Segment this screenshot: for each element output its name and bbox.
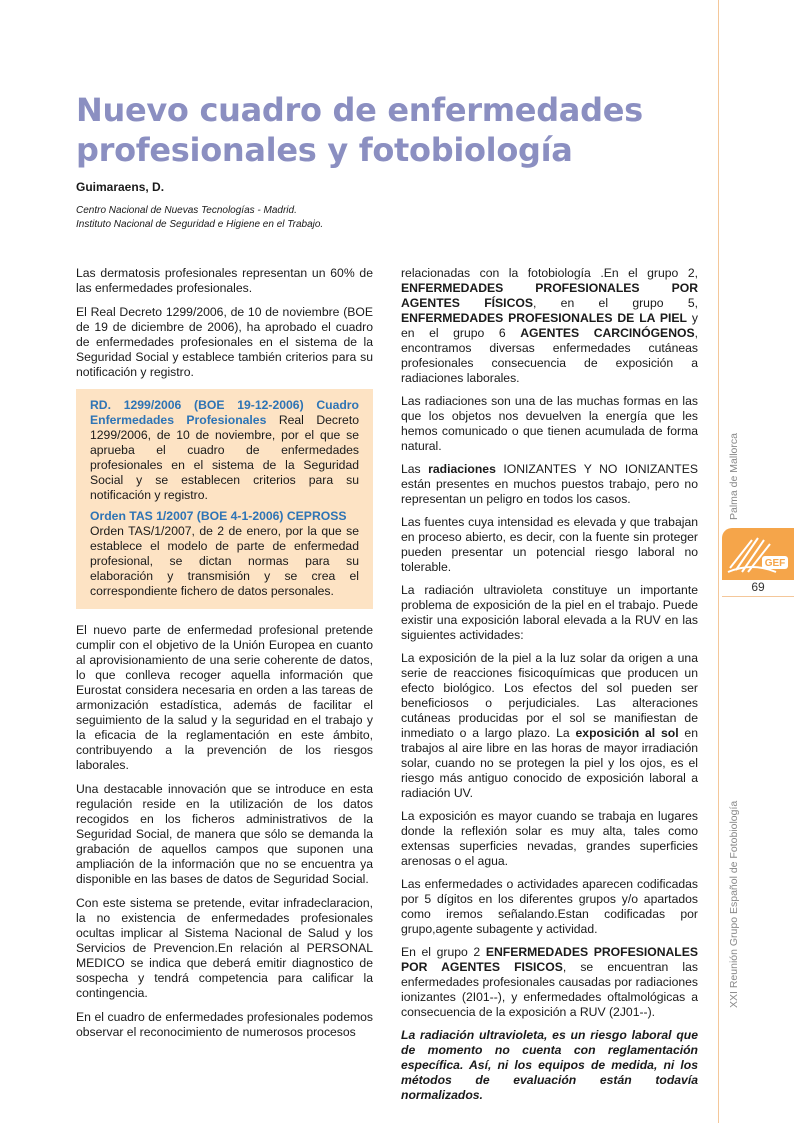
- paragraph: Las radiaciones son una de las muchas formas en las que los objetos nos devuelven la energía que les hemos comunicado o que tienen acumulada de forma natural.: [401, 394, 698, 453]
- paragraph: La exposición es mayor cuando se trabaja en lugares donde la reflexión solar es muy alta, tales como extensas superficies nevadas, grandes superficies arenosas o el agua.: [401, 809, 698, 868]
- paragraph: Una destacable innovación que se introduce en esta regulación reside en la utilización de los datos recogidos en los ficheros administrativos de la Seguridad Social, de manera que sólo se demanda la grabación de aquellos campos que suponen una ampliación de la información que no se encuentra ya disponible en las bases de datos de Seguridad Social.: [76, 782, 373, 886]
- logo-text: GEF: [764, 558, 786, 569]
- affiliation: Centro Nacional de Nuevas Tecnologías - Madrid.: [76, 205, 297, 216]
- author: Guimaraens, D.: [76, 180, 165, 194]
- callout-text: Real Decreto 1299/2006, de 10 de noviembre, por el que se aprueba el cuadro de enfermedades profesionales en el sistema de la Seguridad Social y se establecen criterios para su notificación y registro.: [90, 413, 359, 502]
- legislation-callout: [76, 389, 373, 609]
- callout-entry: [90, 398, 359, 503]
- bold-run: radiaciones: [428, 462, 496, 476]
- bold-run: AGENTES CARCINÓGENOS: [520, 326, 695, 340]
- text-run: y en el grupo 6: [401, 311, 699, 340]
- page-title: Nuevo cuadro de enfermedades profesionales y fotobiología: [76, 91, 643, 169]
- right-column: [401, 266, 698, 1111]
- text-run: relacionadas con la fotobiología .En el grupo 2,: [401, 266, 698, 280]
- bold-run: exposición al sol: [575, 726, 679, 740]
- paragraph: El nuevo parte de enfermedad profesional pretende cumplir con el objetivo de la Unión Europea en cuanto al aprovisionamiento de una serie coherente de datos, lo que conlleva recoger aquella información que Eurostat considera necesaria en orden a las tareas de armonización estadística, además de facilitar el seguimiento de la salud y la seguridad en el trabajo y la eficacia de la reglamentación en este ámbito, contribuyendo a la prevención de los riesgos laborales.: [76, 623, 373, 772]
- callout-heading: RD. 1299/2006 (BOE 19-12-2006) Cuadro Enfermedades Profesionales: [90, 398, 359, 427]
- paragraph: Con este sistema se pretende, evitar infradeclaracion, la no existencia de enfermedades profesionales ocultas implicar al Sistema Nacional de Salud y los Servicios de Prevencion.En relación al PERSONAL MEDICO se indica que deberá emitir diagnostico de sospecha y tendrá competencia para calificar la contingencia.: [76, 896, 373, 1000]
- callout-text: Orden TAS/1/2007, de 2 de enero, por la que se establece el modelo de parte de enfermedad profesional, se dictan normas para su elaboración y transmisión y se crea el correspondiente fichero de datos personales.: [90, 524, 359, 598]
- callout-heading: Orden TAS 1/2007 (BOE 4-1-2006) CEPROSS: [90, 509, 347, 523]
- text-run: , encontramos diversas enfermedades cutáneas profesionales consecuencia de exposición a radiaciones laborales.: [401, 326, 698, 385]
- text-run: IONIZANTES Y NO IONIZANTES están presentes en muchos puestos trabajo, pero no representan un peligro en todos los casos.: [401, 462, 698, 506]
- text-run: , en el grupo 5,: [532, 296, 698, 310]
- paragraph: [401, 651, 698, 801]
- paragraph: Las dermatosis profesionales representan un 60% de las enfermedades profesionales.: [76, 266, 373, 295]
- sun-icon: [722, 528, 794, 580]
- paragraph: Las fuentes cuya intensidad es elevada y que trabajan en proceso abierto, es decir, con la fuente sin proteger pueden presentar un potencial riesgo laboral no tolerable.: [401, 515, 698, 574]
- text-run: , se encuentran las enfermedades profesionales causadas por radiaciones ionizantes (2I01--), y enfermedades oftalmológicas a consecuencia de la exposición a RUV (2J01--).: [401, 960, 698, 1019]
- sidebar-divider: [718, 0, 719, 1123]
- gef-logo: [722, 528, 794, 580]
- bold-run: ENFERMEDADES PROFESIONALES POR AGENTES FÍSICOS: [401, 281, 698, 310]
- page-number: 69: [722, 578, 794, 597]
- sidebar-conference: XXI Reunión Grupo Español de Fotobiología: [728, 800, 740, 1008]
- sidebar-place: Palma de Mallorca: [728, 433, 740, 520]
- text-run: Las: [401, 462, 429, 476]
- callout-entry: [90, 509, 359, 599]
- paragraph: Las enfermedades o actividades aparecen codificadas por 5 dígitos en los diferentes grupos y/o apartados como iremos señalando.Estan codificadas por grupo,agente subagente y actividad.: [401, 877, 698, 936]
- text-run: La exposición de la piel a la luz solar da origen a una serie de reacciones fisicoquímicas que producen un efecto biológico. Los efectos del sol pueden ser beneficiosos o perjudiciales. Las alteraciones cutáneas producidas por el sol se manifiestan de inmediato o a largo plazo. La: [401, 651, 698, 740]
- text-run: En el grupo 2: [401, 945, 486, 959]
- closing-statement: La radiación ultravioleta, es un riesgo laboral que de momento no cuenta con reglamentación específica. Así, ni los equipos de medida, ni los métodos de evaluación están todavía normalizados.: [401, 1028, 698, 1102]
- paragraph: La radiación ultravioleta constituye un importante problema de exposición de la piel en el trabajo. Puede existir una exposición laboral elevada a la RUV en las siguientes actividades:: [401, 583, 698, 642]
- text-run: en trabajos al aire libre en las horas de mayor irradiación solar, cuando no se protegen la piel y los ojos, es el riesgo más antiguo conocido de exposición laboral a radiación UV.: [401, 726, 698, 800]
- paragraph: [401, 945, 698, 1020]
- paragraph: En el cuadro de enfermedades profesionales podemos observar el reconocimiento de numerosos procesos: [76, 1010, 373, 1039]
- bold-run: ENFERMEDADES PROFESIONALES DE LA PIEL: [401, 311, 687, 325]
- affiliations: [76, 204, 323, 232]
- affiliation: Instituto Nacional de Seguridad e Higiene en el Trabajo.: [76, 219, 324, 230]
- bold-run: ENFERMEDADES PROFESIONALES POR AGENTES FISICOS: [401, 945, 699, 974]
- left-column: [76, 266, 373, 1049]
- paragraph: El Real Decreto 1299/2006, de 10 de noviembre (BOE de 19 de diciembre de 2006), ha aprobado el cuadro de enfermedades profesionales en el sistema de la Seguridad Social y establece también criterios para su notificación y registro.: [76, 305, 373, 379]
- paragraph: [401, 462, 698, 507]
- paragraph: [401, 266, 698, 386]
